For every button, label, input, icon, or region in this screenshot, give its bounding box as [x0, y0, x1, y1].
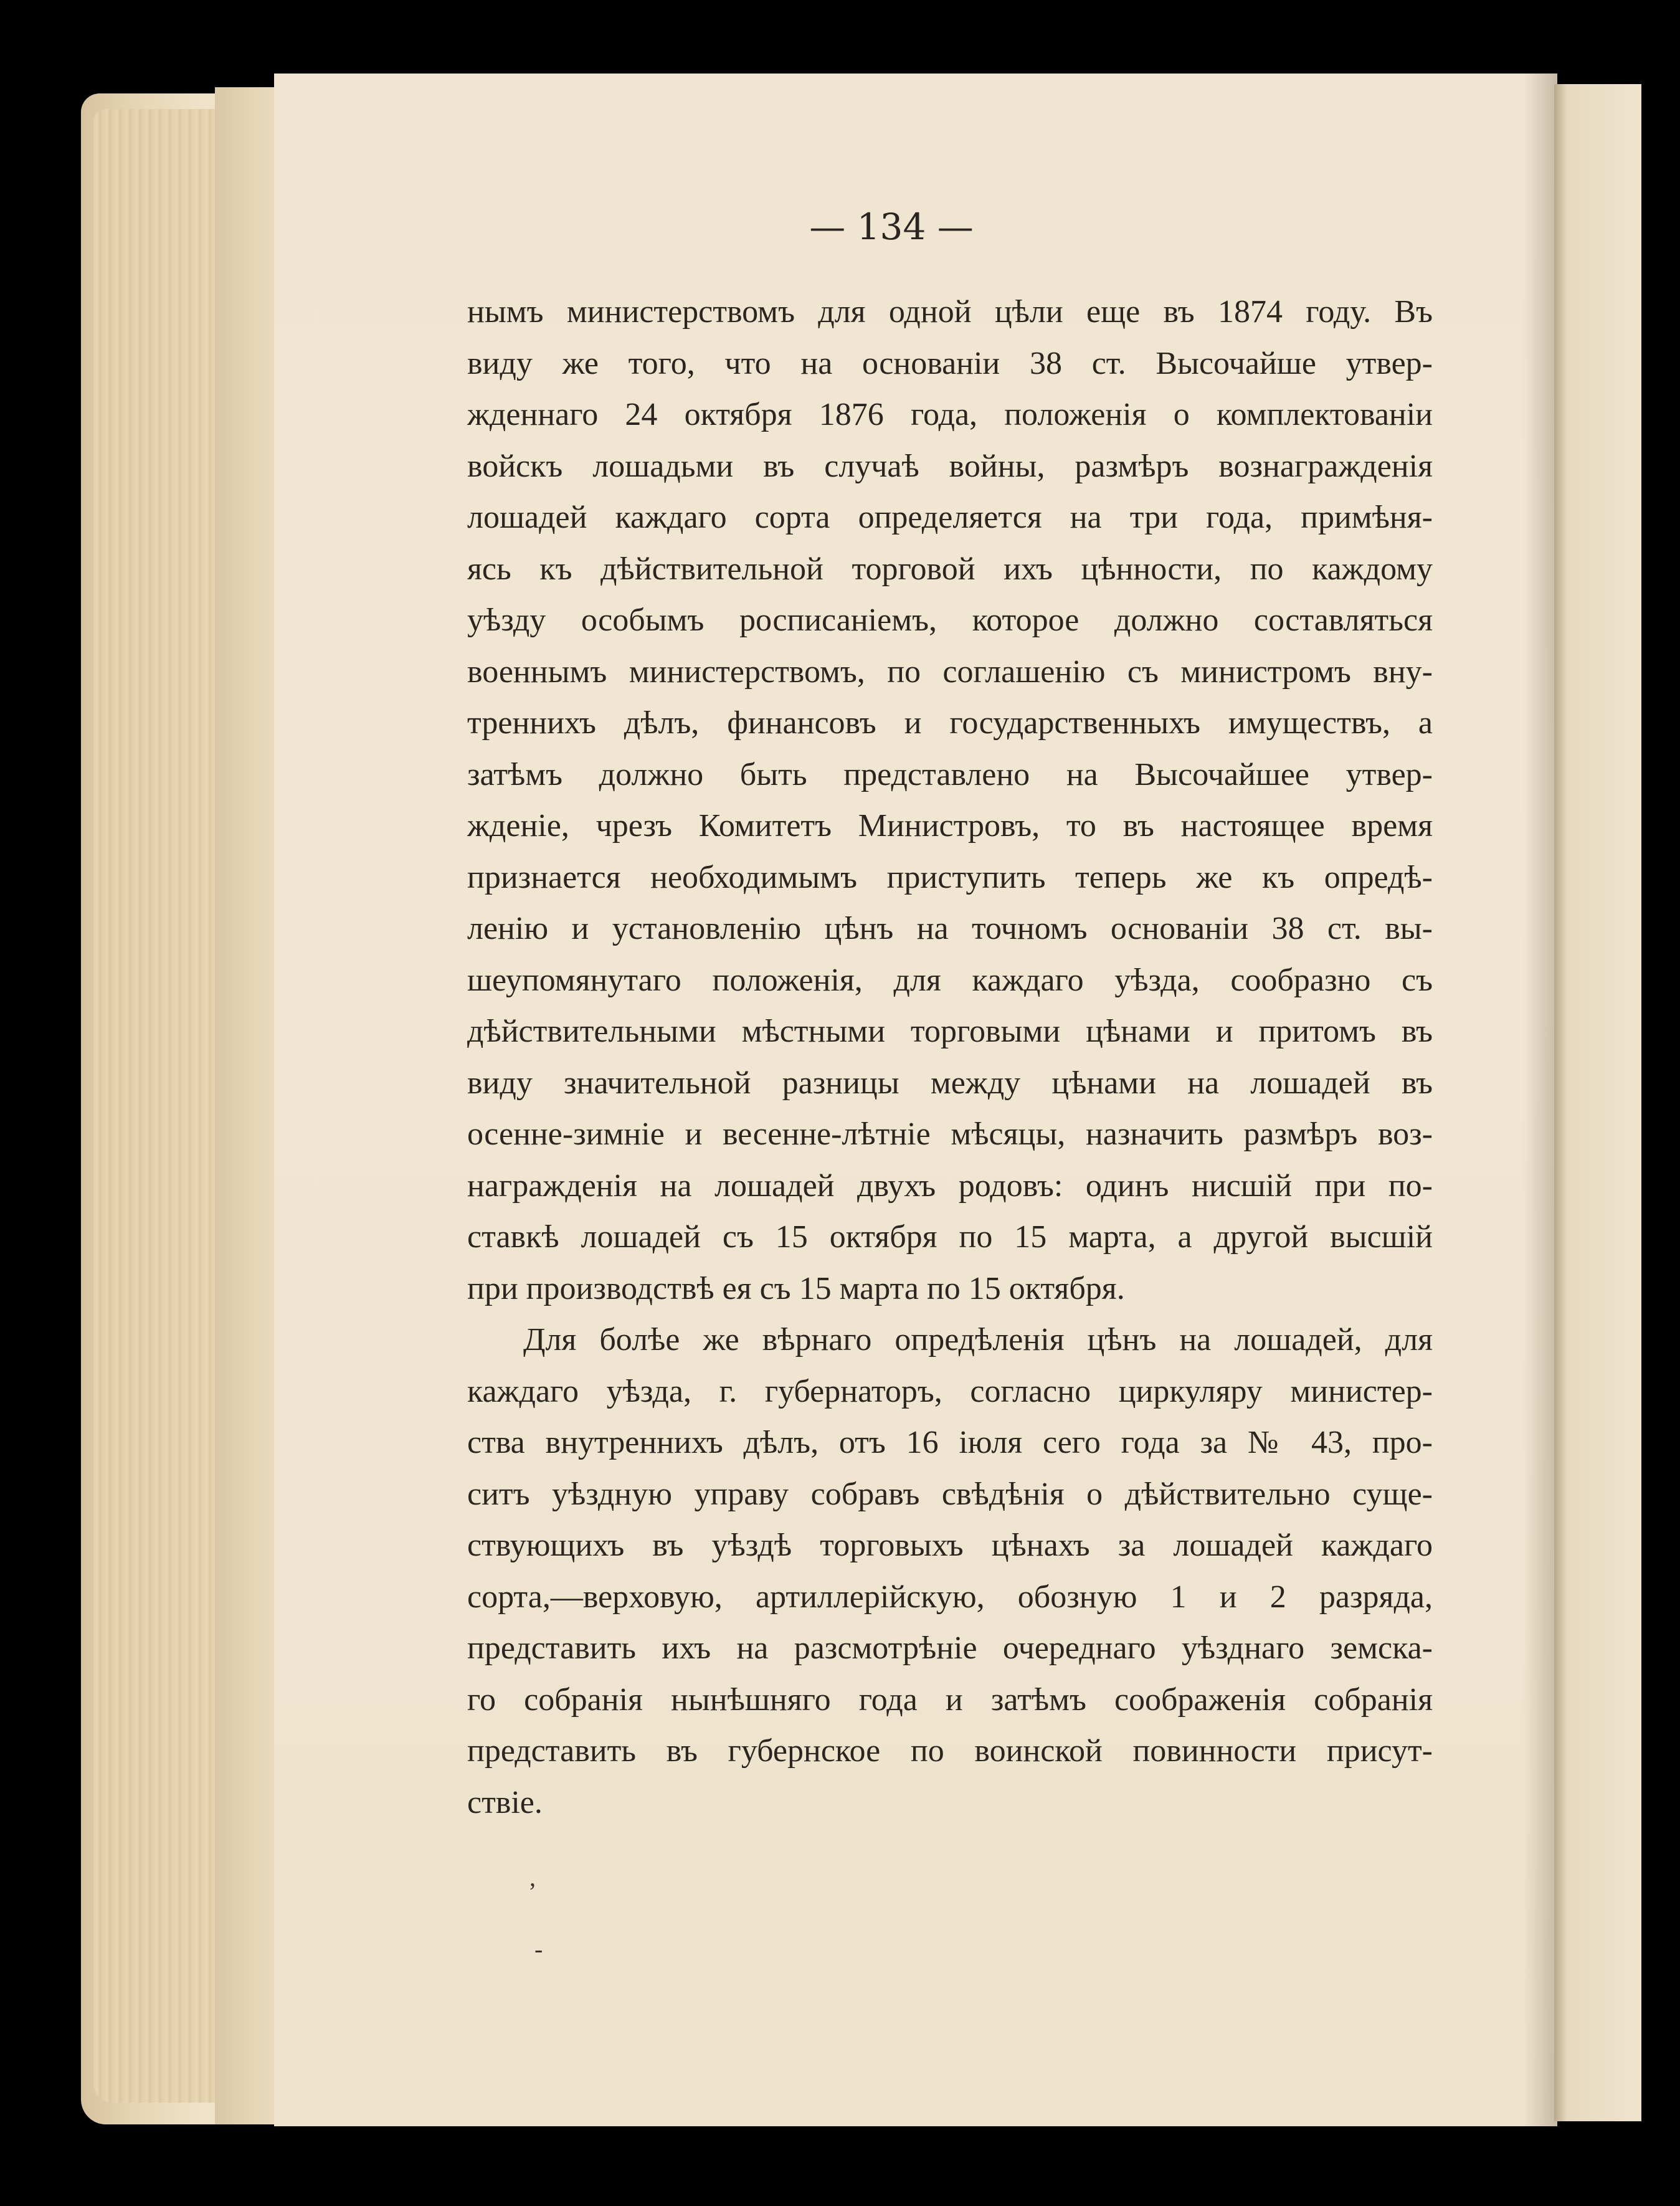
stray-ink-mark: ,	[529, 1863, 536, 1891]
text-line: ствующихъ въ уѣздѣ торговыхъ цѣнахъ за лошадей каждаго	[467, 1528, 1433, 1563]
text-line: представить ихъ на разсмотрѣніе очереднаго уѣзднаго земска-	[467, 1630, 1433, 1666]
text-line: каждаго уѣзда, г. губернаторъ, согласно циркуляру министер-	[467, 1373, 1433, 1409]
text-line: ствіе.	[467, 1784, 543, 1820]
text-line: го собранія нынѣшняго года и затѣмъ соображенія собранія	[467, 1681, 1433, 1718]
page-fold-band	[215, 87, 277, 2124]
text-line: уѣзду особымъ росписаніемъ, которое должно составляться	[467, 602, 1433, 638]
text-line: войскъ лошадьми въ случаѣ войны, размѣръ вознагражденія	[467, 448, 1433, 484]
paragraph-1	[467, 287, 1433, 1315]
text-line: при производствѣ ея съ 15 марта по 15 октября.	[467, 1270, 1125, 1306]
text-line: ленію и установленію цѣнъ на точномъ основаніи 38 ст. вы-	[467, 911, 1433, 946]
text-line: виду значительной разницы между цѣнами на лошадей въ	[467, 1065, 1433, 1101]
text-line: треннихъ дѣлъ, финансовъ и государственныхъ имуществъ, а	[467, 705, 1433, 741]
facing-page-edge	[1554, 84, 1641, 2121]
text-line: награжденія на лошадей двухъ родовъ: одинъ нисшій при по-	[467, 1167, 1433, 1204]
text-line: виду же того, что на основаніи 38 ст. Высочайше утвер-	[467, 345, 1433, 381]
text-line: военнымъ министерствомъ, по соглашенію съ министромъ вну-	[467, 654, 1433, 690]
text-line: лошадей каждаго сорта определяется на три года, примѣня-	[467, 500, 1433, 535]
text-line: ясь къ дѣйствительной торговой ихъ цѣнности, по каждому	[467, 551, 1433, 587]
text-line: ства внутреннихъ дѣлъ, отъ 16 іюля сего года за № 43, про-	[467, 1425, 1433, 1460]
text-line: ситъ уѣздную управу собравъ свѣдѣнія о дѣйствительно суще-	[467, 1476, 1433, 1512]
page-number: — 134 —	[809, 206, 974, 248]
text-line: затѣмъ должно быть представлено на Высочайшее утвер-	[467, 756, 1433, 792]
paragraph-2	[467, 1315, 1433, 1828]
text-line: нымъ министерствомъ для одной цѣли еще въ 1874 году. Въ	[467, 294, 1433, 330]
text-line: представить въ губернское по воинской повинности присут-	[467, 1733, 1433, 1769]
text-line: осенне-зимніе и весенне-лѣтніе мѣсяцы, назначить размѣръ воз-	[467, 1116, 1433, 1152]
text-line: шеупомянутаго положенія, для каждаго уѣзда, сообразно съ	[467, 962, 1433, 998]
gutter-shadow	[1523, 74, 1557, 2126]
text-line: признается необходимымъ приступить теперь же къ опредѣ-	[467, 859, 1433, 895]
text-line: Для болѣе же вѣрнаго опредѣленія цѣнъ на лошадей, для	[523, 1322, 1433, 1357]
text-line: жденнаго 24 октября 1876 года, положенія о комплектованіи	[467, 397, 1433, 432]
body-text	[467, 287, 1433, 1828]
text-line: сорта,—верховую, артиллерійскую, обозную 1 и 2 разряда,	[467, 1579, 1433, 1615]
stray-ink-mark: -	[534, 1935, 543, 1963]
text-line: жденіе, чрезъ Комитетъ Министровъ, то въ настоящее время	[467, 808, 1433, 844]
text-line: дѣйствительными мѣстными торговыми цѣнами и притомъ въ	[467, 1014, 1433, 1049]
text-line: ставкѣ лошадей съ 15 октября по 15 марта, а другой высшій	[467, 1219, 1433, 1255]
